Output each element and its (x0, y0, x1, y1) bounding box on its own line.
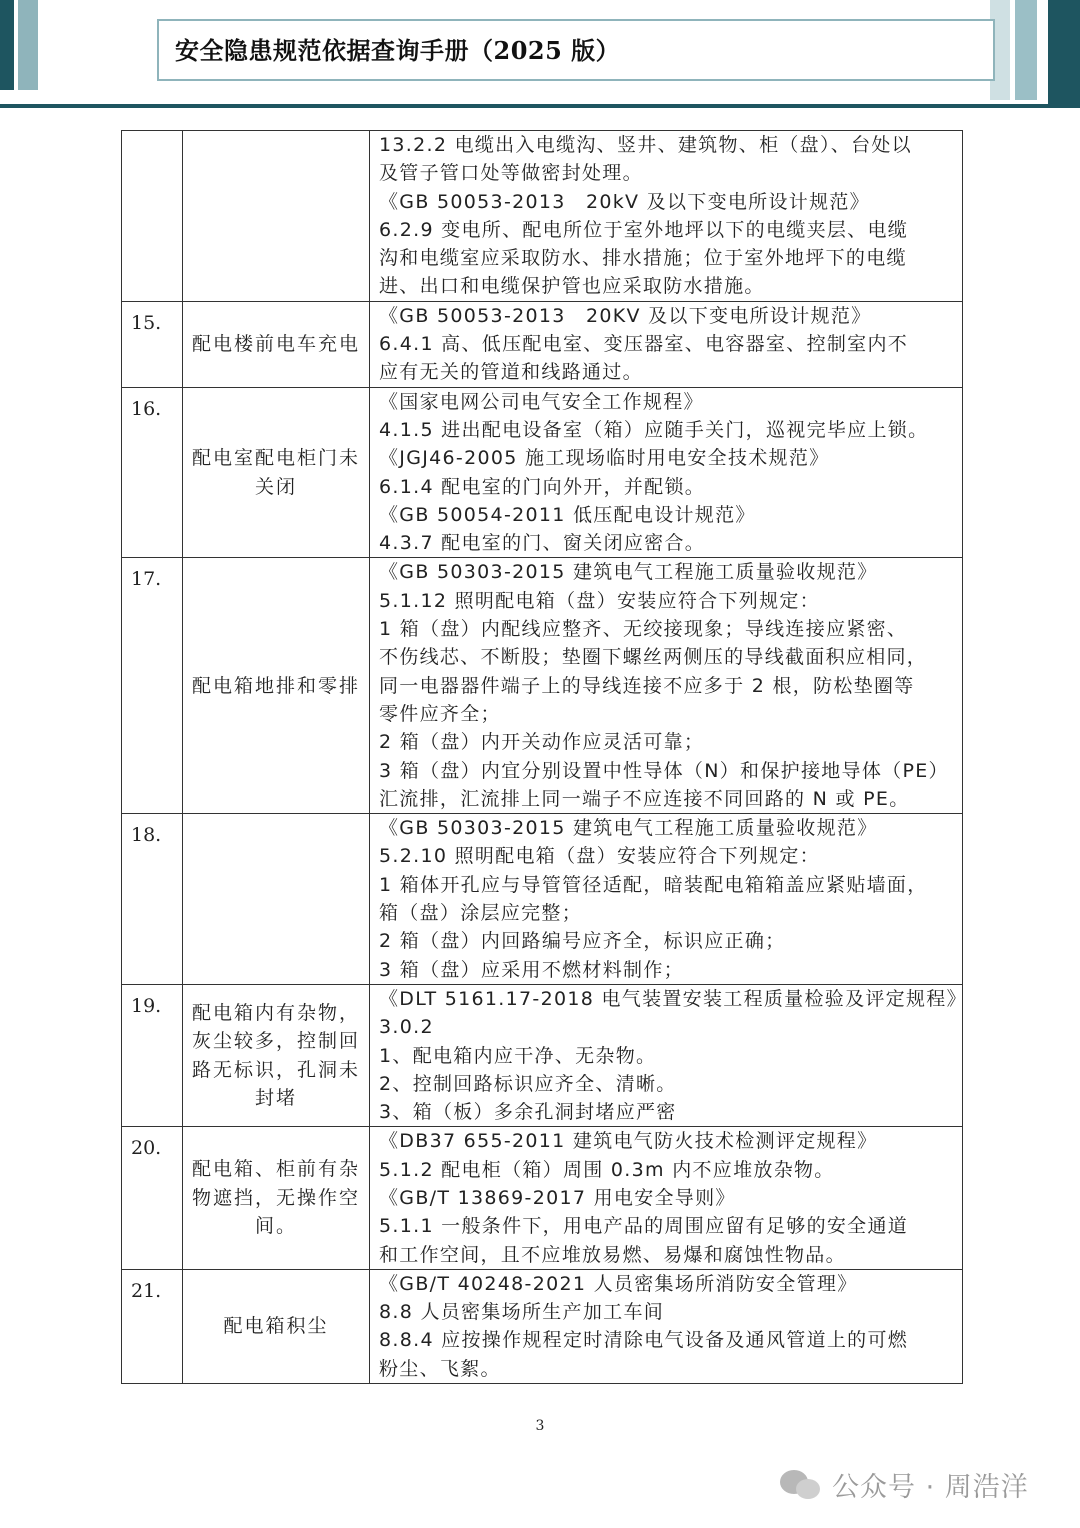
header-accent-bar (0, 0, 14, 90)
table-row (122, 814, 963, 985)
regulation-text-line: 《DB37 655-2011 建筑电气防火技术检测评定规程》 (379, 1130, 878, 1153)
regulation-text-line: 1 箱（盘）内配线应整齐、无绞接现象；导线连接应紧密、 (379, 618, 908, 641)
row-number-cell (122, 1269, 183, 1383)
hazard-item-cell (183, 984, 370, 1126)
row-number: 15. (131, 311, 162, 334)
hazard-item: 配电箱地排和零排 (191, 674, 360, 697)
regulation-text-line: 1 箱体开孔应与导管管径适配，暗装配电箱箱盖应紧贴墙面， (379, 873, 928, 896)
regulation-text-line: 3 箱（盘）内宜分别设置中性导体（N）和保护接地导体（PE） (379, 759, 949, 782)
header-rule (0, 104, 1080, 108)
regulation-text-line: 5.1.2 配电柜（箱）周围 0.3m 内不应堆放杂物。 (379, 1158, 835, 1181)
table-row (122, 387, 963, 558)
regulation-text-line: 应有无关的管道和线路通过。 (379, 361, 643, 384)
row-number: 19. (131, 994, 162, 1017)
regulation-text-line: 《GB 50053-2013 20kV 及以下变电所设计规范》 (379, 190, 870, 213)
table-row (122, 558, 963, 814)
row-number: 16. (131, 397, 162, 420)
regulation-text-line: 粉尘、飞絮。 (379, 1357, 501, 1380)
row-number: 21. (131, 1279, 162, 1302)
table-row (122, 131, 963, 302)
table-row (122, 1269, 963, 1383)
regulation-text-line: 及管子管口处等做密封处理。 (379, 162, 643, 185)
table-row (122, 1127, 963, 1269)
row-number-cell (122, 301, 183, 387)
regulation-text-line: 零件应齐全； (379, 702, 501, 725)
regulation-text-line: 箱（盘）涂层应完整； (379, 902, 583, 925)
hazard-item: 配电箱、柜前有杂物遮挡，无操作空间。 (191, 1158, 360, 1238)
hazard-item-cell (183, 1127, 370, 1269)
regulation-basis-cell (370, 814, 963, 985)
regulation-basis-cell (370, 301, 963, 387)
header-accent-bar (1048, 0, 1080, 108)
regulation-table (121, 130, 967, 1384)
regulation-text-line: 和工作空间，且不应堆放易燃、易爆和腐蚀性物品。 (379, 1243, 846, 1266)
regulation-text-line: 3.0.2 (379, 1016, 434, 1039)
watermark-text: 公众号 · 周浩洋 (832, 1471, 1029, 1503)
row-number: 17. (131, 568, 162, 591)
page-number: 3 (535, 1418, 545, 1434)
row-number (122, 131, 182, 141)
regulation-text-line: 13.2.2 电缆出入电缆沟、竖井、建筑物、柜（盘）、台处以 (379, 134, 912, 156)
regulation-basis-cell (370, 131, 963, 302)
regulation-text-line: 6.1.4 配电室的门向外开，并配锁。 (379, 475, 706, 498)
hazard-item: 配电箱内有杂物，灰尘较多，控制回路无标识，孔洞未封堵 (191, 1001, 360, 1110)
header-accent-bar (1015, 0, 1037, 100)
regulation-text-line: 5.1.1 一般条件下，用电产品的周围应留有足够的安全通道 (379, 1215, 909, 1238)
regulation-text-line: 《国家电网公司电气安全工作规程》 (379, 390, 704, 413)
regulation-text-line: 3、箱（板）多余孔洞封堵应严密 (379, 1101, 677, 1124)
regulation-text-line: 1、配电箱内应干净、无杂物。 (379, 1044, 657, 1067)
regulation-text-line: 《GB 50054-2011 低压配电设计规范》 (379, 503, 756, 526)
watermark (780, 1464, 1029, 1504)
regulation-text-line: 汇流排，汇流排上同一端子不应连接不同回路的 N 或 PE。 (379, 787, 910, 810)
row-number-cell (122, 131, 183, 302)
row-number-cell (122, 558, 183, 814)
regulation-text-line: 《GB 50303-2015 建筑电气工程施工质量验收规范》 (379, 817, 878, 840)
table-row (122, 301, 963, 387)
regulation-text-line: 《JGJ46-2005 施工现场临时用电安全技术规范》 (379, 447, 830, 470)
regulation-text-line: 同一电器器件端子上的导线连接不应多于 2 根，防松垫圈等 (379, 674, 915, 697)
row-number-cell (122, 984, 183, 1126)
wechat-icon (780, 1466, 822, 1502)
header-accent-bar (18, 0, 38, 90)
table-row (122, 984, 963, 1126)
regulation-text-line: 8.8 人员密集场所生产加工车间 (379, 1301, 665, 1324)
regulation-text-line: 8.8.4 应按操作规程定时清除电气设备及通风管道上的可燃 (379, 1329, 909, 1352)
regulation-basis-cell (370, 558, 963, 814)
row-number-cell (122, 387, 183, 558)
regulation-text-line: 5.2.10 照明配电箱（盘）安装应符合下列规定： (379, 845, 820, 868)
document-title: 安全隐患规范依据查询手册（2025 版） (175, 36, 621, 65)
row-number: 18. (131, 824, 162, 847)
regulation-text-line: 3 箱（盘）应采用不燃材料制作； (379, 958, 684, 981)
regulation-text-line: 《GB 50303-2015 建筑电气工程施工质量验收规范》 (379, 561, 878, 584)
regulation-text-line: 《DLT 5161.17-2018 电气装置安装工程质量检验及评定规程》 (379, 987, 967, 1010)
regulation-text-line: 4.1.5 进出配电设备室（箱）应随手关门，巡视完毕应上锁。 (379, 418, 929, 441)
regulation-text-line: 6.4.1 高、低压配电室、变压器室、电容器室、控制室内不 (379, 333, 909, 356)
regulation-text-line: 6.2.9 变电所、配电所位于室外地坪以下的电缆夹层、电缆 (379, 218, 909, 241)
regulation-basis-cell (370, 984, 967, 1126)
row-number: 20. (131, 1137, 162, 1160)
hazard-item-cell (183, 301, 370, 387)
regulation-text-line: 《GB 50053-2013 20KV 及以下变电所设计规范》 (379, 304, 872, 327)
hazard-item: 配电楼前电车充电 (191, 332, 360, 355)
hazard-item: 配电室配电柜门未关闭 (191, 447, 360, 498)
regulation-text-line: 沟和电缆室应采取防水、排水措施；位于室外地坪下的电缆 (379, 247, 907, 270)
row-number-cell (122, 1127, 183, 1269)
hazard-item-cell (183, 1269, 370, 1383)
regulation-text-line: 2 箱（盘）内回路编号应齐全，标识应正确； (379, 930, 786, 953)
hazard-item-cell (183, 387, 370, 558)
regulation-text-line: 2 箱（盘）内开关动作应灵活可靠； (379, 731, 705, 754)
regulation-text-line: 《GB/T 40248-2021 人员密集场所消防安全管理》 (379, 1272, 858, 1295)
hazard-item-cell (183, 814, 370, 985)
hazard-item-cell (183, 131, 370, 302)
regulation-text-line: 《GB/T 13869-2017 用电安全导则》 (379, 1186, 736, 1209)
regulation-basis-cell (370, 1127, 963, 1269)
regulation-text-line: 4.3.7 配电室的门、窗关闭应密合。 (379, 532, 706, 555)
hazard-item: 配电箱积尘 (223, 1315, 329, 1338)
regulation-text-line: 不伤线芯、不断股；垫圈下螺丝两侧压的导线截面积应相同， (379, 646, 928, 669)
row-number-cell (122, 814, 183, 985)
regulation-basis-cell (370, 387, 963, 558)
hazard-item-cell (183, 558, 370, 814)
regulation-text-line: 2、控制回路标识应齐全、清晰。 (379, 1072, 677, 1095)
regulation-text-line: 5.1.12 照明配电箱（盘）安装应符合下列规定： (379, 589, 820, 612)
header-title-box (157, 19, 995, 81)
regulation-basis-cell (370, 1269, 963, 1383)
regulation-text-line: 进、出口和电缆保护管也应采取防水措施。 (379, 275, 765, 298)
